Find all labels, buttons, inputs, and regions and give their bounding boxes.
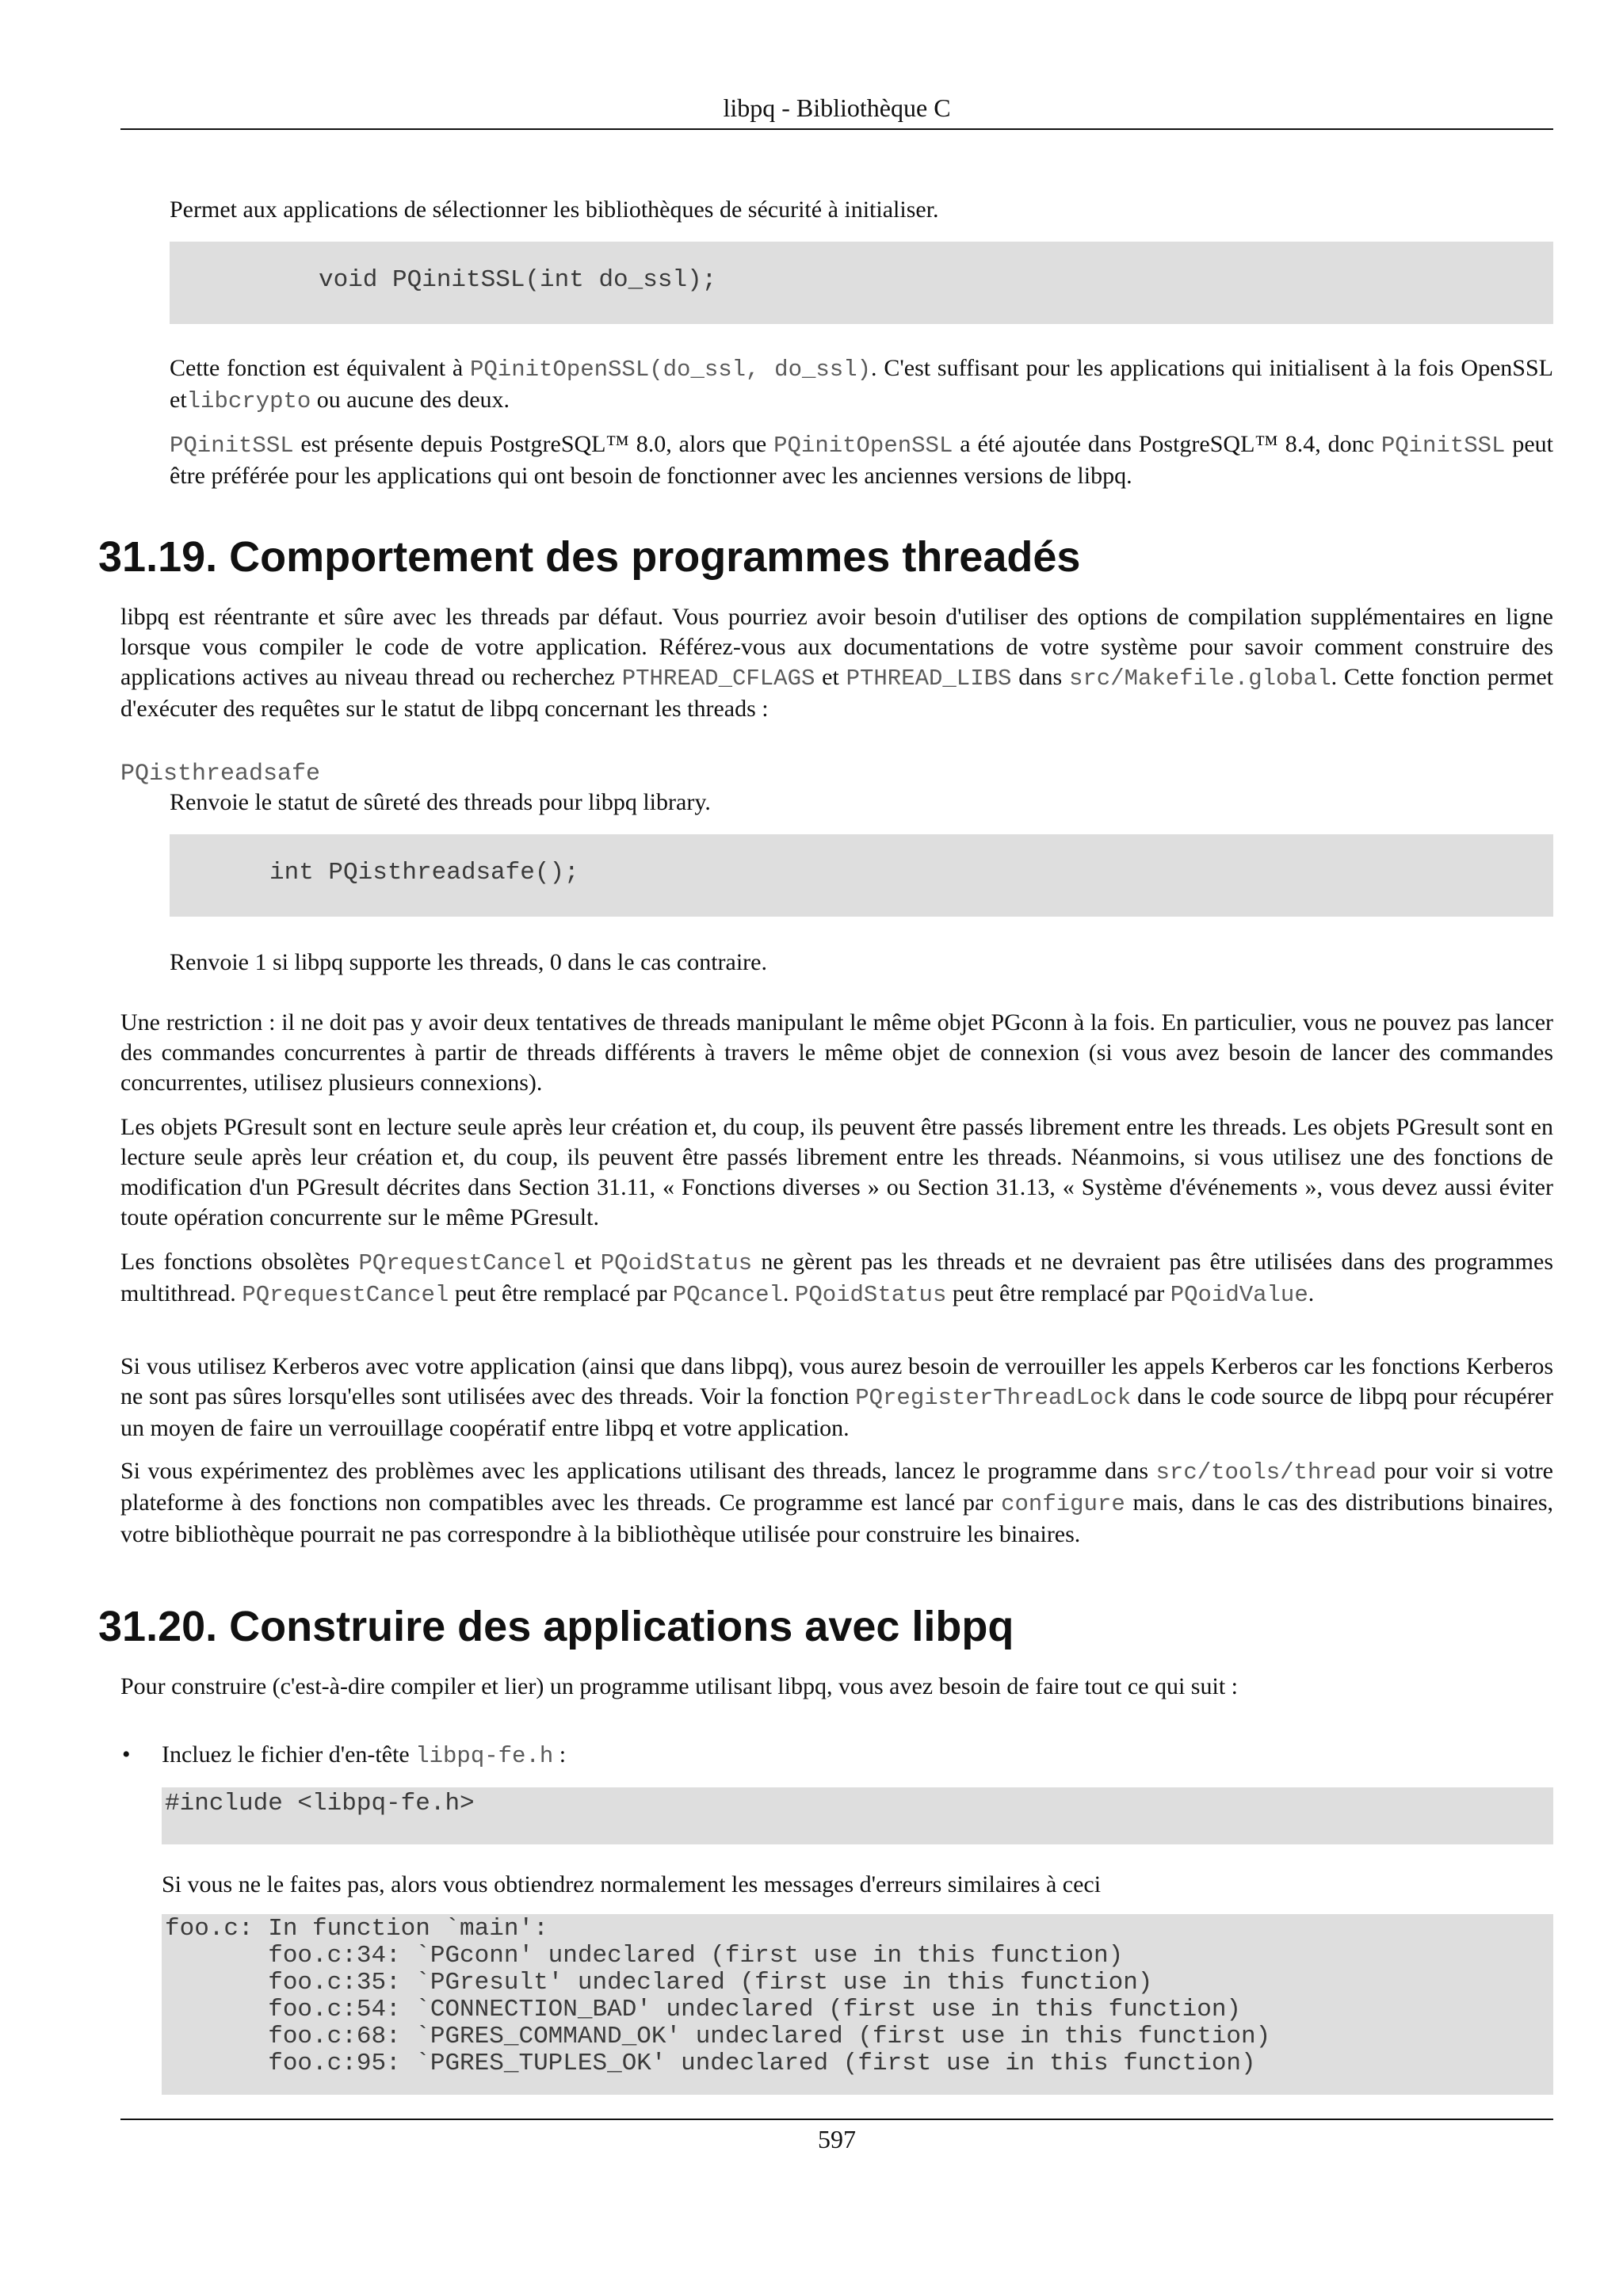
running-header: libpq - Bibliothèque C: [723, 93, 951, 122]
threads-paragraph-4: Les fonctions obsolètes PQrequestCancel et PQoidStatus ne gèrent pas les threads et ne devraient pas être utilisées dans des programmes multithread. PQrequestCancel peut être remplacé par PQcancel. PQoidStatus peut être remplacé par PQoidValue.: [120, 1249, 1553, 1308]
inline-code: src/Makefile.global: [1068, 666, 1331, 692]
section-heading-build: 31.20. Construire des applications avec libpq: [98, 1603, 1014, 1650]
error-line: foo.c:35: `PGresult' undeclared (first use in this function): [165, 1969, 1153, 1997]
pqinitssl-description: Permet aux applications de sélectionner les bibliothèques de sécurité à initialiser.: [170, 196, 939, 223]
pqisthreadsafe-description: Renvoie le statut de sûreté des threads pour libpq library.: [170, 789, 711, 815]
page-number: 597: [818, 2125, 856, 2153]
threads-paragraph-3: Les objets PGresult sont en lecture seule après leur création et, du coup, ils peuvent être passés librement entre les threads. Les objets PGresult sont en lecture seule après leur création et, du coup, ils peuvent être passés librement entre les threads. Néanmoins, si vous utilisez une des fonctions de modification d'un PGresult décrites dans Section 31.11, « Fonctions diverses » ou Section 31.13, « Système d'événements », vous devez aussi éviter toute opération concurrente sur le même PGresult.: [120, 1114, 1553, 1230]
threads-paragraph-1: libpq est réentrante et sûre avec les threads par défaut. Vous pourriez avoir besoin d'utiliser des options de compilation supplémentaires en ligne lorsque vous compiler le code de votre application. Référez-vous aux documentations de votre système pour savoir comment construire des applications actives au niveau thread ou recherchez PTHREAD_CFLAGS et PTHREAD_LIBS dans src/Makefile.global. Cette fonction permet d'exécuter des requêtes sur le statut de libpq concernant les threads :: [120, 604, 1553, 722]
error-intro: Si vous ne le faites pas, alors vous obtiendrez normalement les messages d'erreurs similaires à ceci: [162, 1871, 1102, 1897]
inline-code: PQoidStatus: [600, 1250, 753, 1276]
inline-code: PQinitOpenSSL: [773, 433, 953, 459]
inline-code: PQinitOpenSSL(do_ssl, do_ssl): [470, 357, 872, 383]
inline-code: PQrequestCancel: [358, 1250, 566, 1276]
error-line: foo.c:95: `PGRES_TUPLES_OK' undeclared (first use in this function): [165, 2050, 1256, 2077]
pqinitssl-equivalence: Cette fonction est équivalent à PQinitOpenSSL(do_ssl, do_ssl). C'est suffisant pour les applications qui initialisent à la fois OpenSSL etlibcrypto ou aucune des deux.: [170, 355, 1553, 414]
inline-code: PQcancel: [672, 1282, 783, 1308]
bullet-include-header: Incluez le fichier d'en-tête libpq-fe.h :: [162, 1741, 567, 1769]
error-line: foo.c:34: `PGconn' undeclared (first use in this function): [165, 1942, 1124, 1970]
pqisthreadsafe-signature: int PQisthreadsafe();: [170, 834, 1553, 917]
inline-code: configure: [1001, 1491, 1125, 1517]
header-rule: [120, 128, 1553, 130]
inline-code: PQoidValue: [1170, 1282, 1308, 1308]
inline-code: PQrequestCancel: [242, 1282, 449, 1308]
build-intro: Pour construire (c'est-à-dire compiler et lier) un programme utilisant libpq, vous avez besoin de faire tout ce qui suit :: [120, 1673, 1238, 1699]
section-heading-threads: 31.19. Comportement des programmes threadés: [98, 533, 1081, 581]
threads-paragraph-6: Si vous expérimentez des problèmes avec les applications utilisant des threads, lancez le programme dans src/tools/thread pour voir si votre plateforme à des fonctions non compatibles avec les threads. Ce programme est lancé par configure mais, dans le cas des distributions binaires, votre bibliothèque pourrait ne pas correspondre à la bibliothèque utilisée pour construire les binaires.: [120, 1458, 1554, 1547]
include-code-block: #include <libpq-fe.h>: [162, 1787, 1553, 1844]
pqinitssl-compatibility: PQinitSSL est présente depuis PostgreSQL™ 8.0, alors que PQinitOpenSSL a été ajoutée dans PostgreSQL™ 8.4, donc PQinitSSL peut être préférée pour les applications qui ont besoin de fonctionner avec les anciennes versions de libpq.: [170, 431, 1553, 489]
pqinitssl-signature: void PQinitSSL(int do_ssl);: [170, 242, 1553, 324]
threads-paragraph-2: Une restriction : il ne doit pas y avoir deux tentatives de threads manipulant le même objet PGconn à la fois. En particulier, vous ne pouvez pas lancer des commandes concurrentes à partir de threads différents à travers le même objet de connexion (si vous avez besoin de lancer des commandes concurrentes, utilisez plusieurs connexions).: [120, 1009, 1553, 1096]
inline-code: src/tools/thread: [1155, 1459, 1377, 1486]
inline-code: PTHREAD_LIBS: [846, 666, 1012, 692]
error-line: foo.c: In function `main':: [165, 1915, 548, 1943]
error-line: foo.c:54: `CONNECTION_BAD' undeclared (first use in this function): [165, 1996, 1242, 2023]
inline-code: libpq-fe.h: [415, 1743, 554, 1769]
pqisthreadsafe-return: Renvoie 1 si libpq supporte les threads, 0 dans le cas contraire.: [170, 949, 767, 975]
function-term-pqisthreadsafe: PQisthreadsafe: [120, 761, 321, 788]
inline-code: PQoidStatus: [794, 1282, 947, 1308]
inline-code: PQregisterThreadLock: [855, 1385, 1132, 1411]
inline-code: PQinitSSL: [170, 433, 294, 459]
bullet-marker: •: [122, 1741, 131, 1768]
footer-rule: [120, 2119, 1553, 2120]
error-line: foo.c:68: `PGRES_COMMAND_OK' undeclared (first use in this function): [165, 2023, 1271, 2050]
inline-code: PTHREAD_CFLAGS: [621, 666, 815, 692]
inline-code: libcrypto: [186, 388, 311, 414]
threads-paragraph-5: Si vous utilisez Kerberos avec votre application (ainsi que dans libpq), vous aurez besoin de verrouiller les appels Kerberos car les fonctions Kerberos ne sont pas sûres lorsqu'elles sont utilisées avec des threads. Voir la fonction PQregisterThreadLock dans le code source de libpq pour récupérer un moyen de faire un verrouillage coopératif entre libpq et votre application.: [120, 1353, 1553, 1441]
error-output-block: [162, 1914, 1553, 2095]
inline-code: PQinitSSL: [1381, 433, 1506, 459]
